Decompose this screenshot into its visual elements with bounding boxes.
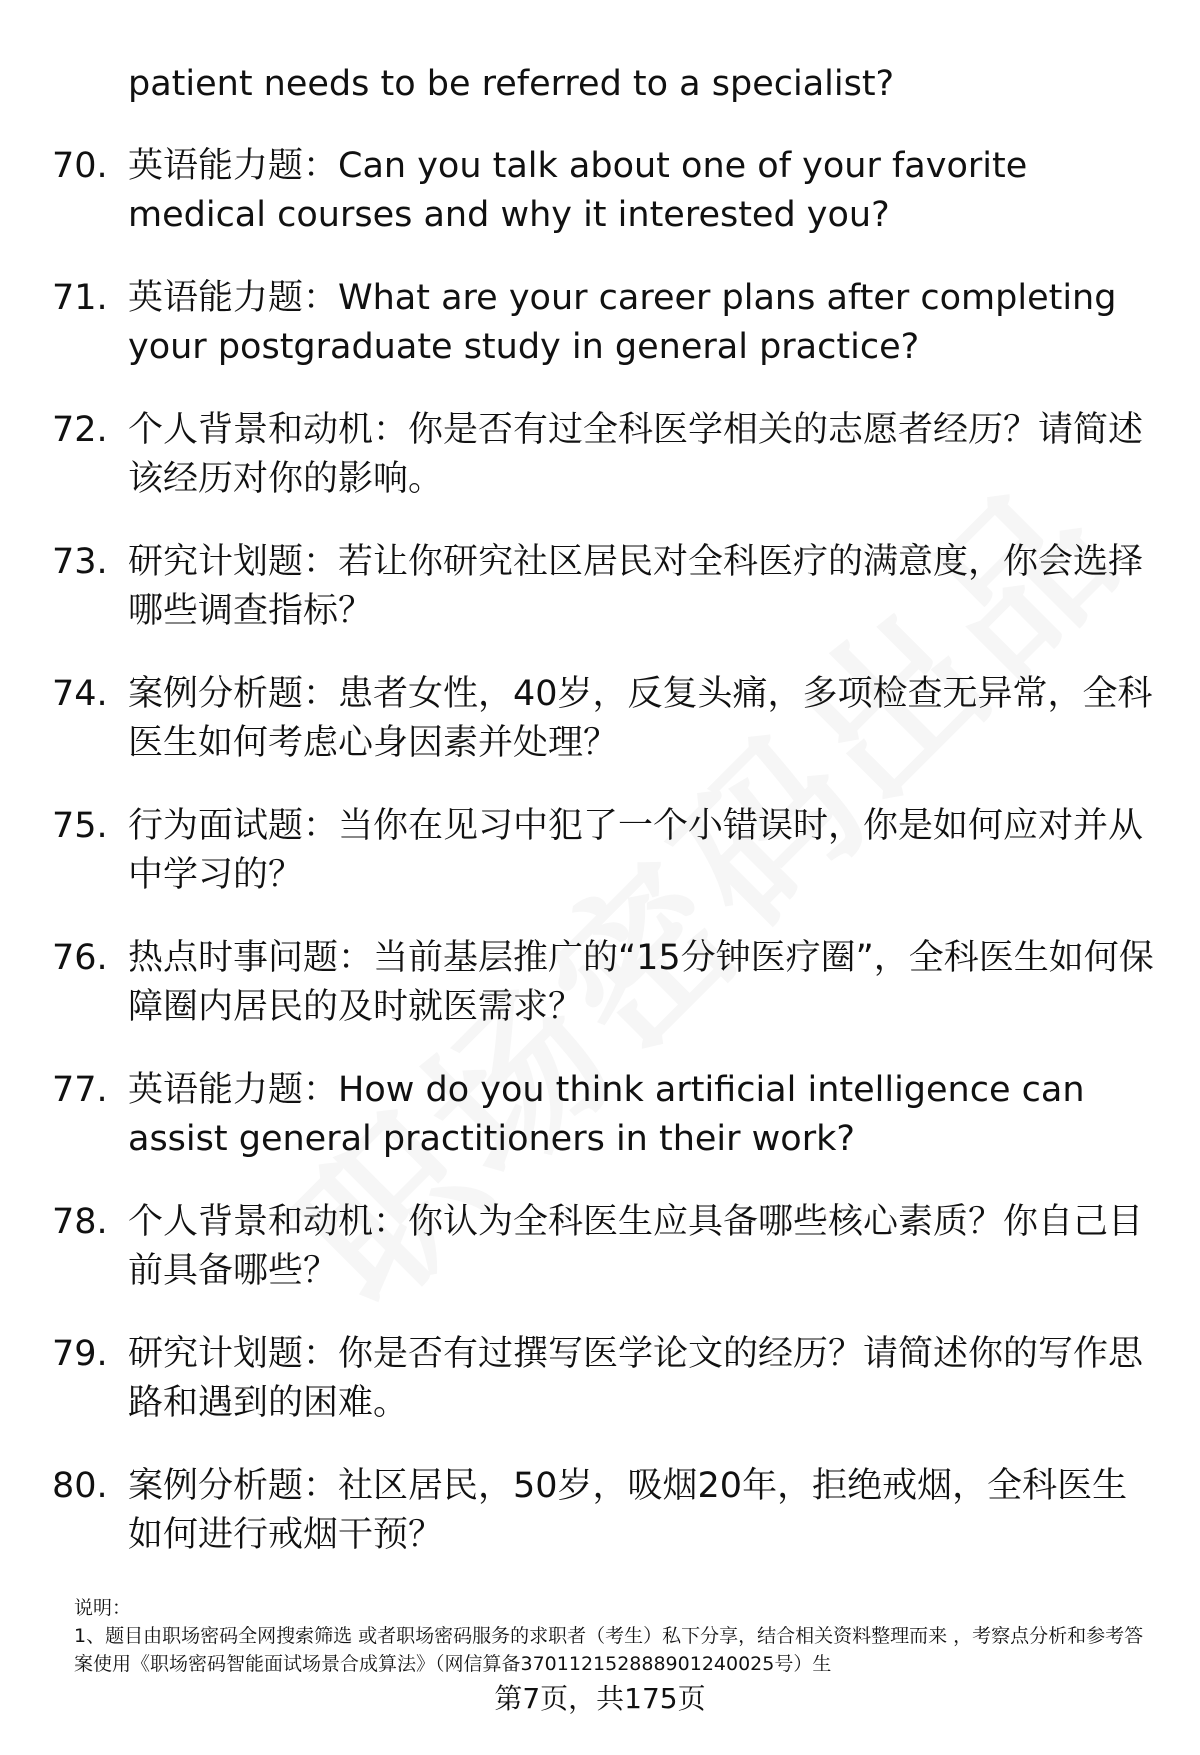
question-text: 研究计划题：你是否有过撰写医学论文的经历？请简述你的写作思路和遇到的困难。 (128, 1334, 1144, 1423)
question-item (0, 1330, 1200, 1462)
question-item (0, 406, 1200, 538)
question-list (0, 142, 1200, 1594)
question-text: 英语能力题：What are your career plans after completing your postgraduate study in general practice? (128, 278, 1117, 367)
page-number: 第7页，共175页 (494, 1682, 706, 1715)
question-item (0, 934, 1200, 1066)
question-continuation: patient needs to be referred to a specialist? (128, 64, 895, 104)
question-text: 英语能力题：How do you think artificial intelligence can assist general practitioners in their work? (128, 1070, 1085, 1159)
question-number: 74. (52, 674, 108, 714)
question-item (0, 802, 1200, 934)
question-number: 75. (52, 806, 108, 846)
question-text: 个人背景和动机：你是否有过全科医学相关的志愿者经历？请简述该经历对你的影响。 (128, 410, 1144, 499)
question-item (0, 1462, 1200, 1594)
question-text: 研究计划题：若让你研究社区居民对全科医疗的满意度，你会选择哪些调查指标？ (128, 542, 1144, 631)
question-number: 73. (52, 542, 108, 582)
question-item (0, 670, 1200, 802)
question-number: 77. (52, 1070, 108, 1110)
question-item (0, 142, 1200, 274)
question-number: 71. (52, 278, 108, 318)
question-number: 76. (52, 938, 108, 978)
question-item (0, 538, 1200, 670)
question-text: 热点时事问题：当前基层推广的“15分钟医疗圈”，全科医生如何保障圈内居民的及时就医需求？ (128, 938, 1154, 1027)
question-text: 案例分析题：社区居民，50岁，吸烟20年，拒绝戒烟，全科医生如何进行戒烟干预？ (128, 1466, 1128, 1555)
question-item (0, 274, 1200, 406)
question-number: 78. (52, 1202, 108, 1242)
question-item (0, 1066, 1200, 1198)
question-number: 70. (52, 146, 108, 186)
notes-section (74, 1594, 1154, 1678)
notes-line: 1、题目由职场密码全网搜索筛选 或者职场密码服务的求职者（考生）私下分享，结合相关资料整理而来 ，考察点分析和参考答案使用《职场密码智能面试场景合成算法》（网信算备370112152888901240025号）生 (74, 1625, 1144, 1675)
question-text: 行为面试题：当你在见习中犯了一个小错误时，你是如何应对并从中学习的？ (128, 806, 1144, 895)
question-text: 案例分析题：患者女性，40岁，反复头痛，多项检查无异常，全科医生如何考虑心身因素并处理？ (128, 674, 1153, 763)
question-text: 个人背景和动机：你认为全科医生应具备哪些核心素质？你自己目前具备哪些？ (128, 1202, 1144, 1291)
question-number: 79. (52, 1334, 108, 1374)
notes-heading: 说明： (74, 1597, 132, 1619)
question-number: 72. (52, 410, 108, 450)
question-text: 英语能力题：Can you talk about one of your favorite medical courses and why it interested you? (128, 146, 1028, 235)
question-item (0, 1198, 1200, 1330)
question-number: 80. (52, 1466, 108, 1506)
